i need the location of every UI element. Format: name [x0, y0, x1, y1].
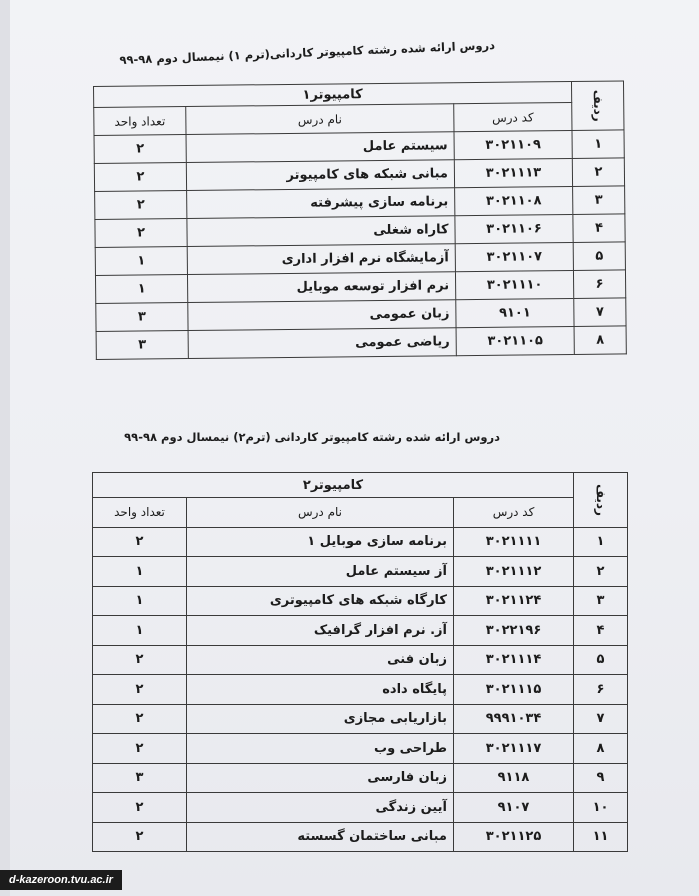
- course-name: آز. نرم افزار گرافیک: [187, 616, 454, 646]
- course-units: ۳: [93, 763, 187, 793]
- table-row: [93, 793, 628, 823]
- course-name: زبان فارسی: [187, 763, 454, 793]
- course-code: ۳۰۲۱۱۱۰: [455, 270, 573, 299]
- row-number: ۲: [572, 158, 624, 187]
- row-number: ۱۱: [574, 822, 628, 852]
- row-number: ۹: [574, 763, 628, 793]
- course-units: ۱: [93, 557, 187, 587]
- row-number: ۲: [574, 557, 628, 587]
- table-row: [93, 586, 628, 616]
- course-name: آیین زندگی: [187, 793, 454, 823]
- site-watermark: d-kazeroon.tvu.ac.ir: [0, 870, 122, 890]
- column-header-rownum-label: ردیف: [590, 89, 605, 122]
- course-code: ۳۰۲۱۱۱۱: [454, 527, 574, 557]
- column-header-name: نام درس: [187, 498, 454, 528]
- row-number: ۸: [574, 734, 628, 764]
- course-name: زبان عمومی: [188, 300, 456, 331]
- course-units: ۲: [93, 793, 187, 823]
- course-code: ۳۰۲۱۱۲۵: [454, 822, 574, 852]
- course-units: ۲: [95, 219, 187, 248]
- row-number: ۳: [574, 586, 628, 616]
- course-units: ۳: [96, 331, 188, 360]
- course-code: ۹۱۱۸: [454, 763, 574, 793]
- course-name: زبان فنی: [187, 645, 454, 675]
- table-row: [93, 822, 628, 852]
- course-code: ۹۱۰۱: [456, 298, 574, 327]
- course-code: ۳۰۲۱۱۰۶: [455, 214, 573, 243]
- course-code: ۳۰۲۱۱۱۳: [454, 158, 572, 187]
- course-name: ریاضی عمومی: [188, 328, 456, 359]
- table-1-title: دروس ارائه شده رشته کامپیوتر کاردانی(ترم ۱) نیمسال دوم ۹۸-۹۹: [119, 38, 496, 68]
- row-number: ۱: [574, 527, 628, 557]
- column-header-units: تعداد واحد: [94, 107, 186, 136]
- course-name: برنامه سازی پیشرفته: [187, 188, 455, 219]
- page-fold-shadow: [0, 0, 10, 896]
- column-header-units: تعداد واحد: [93, 498, 187, 528]
- course-code: ۳۰۲۱۱۲۴: [454, 586, 574, 616]
- group-header-row: [93, 473, 628, 498]
- course-code: ۳۰۲۱۱۰۵: [456, 326, 574, 355]
- course-name: پایگاه داده: [187, 675, 454, 705]
- course-units: ۲: [93, 734, 187, 764]
- row-number: ۷: [574, 704, 628, 734]
- course-units: ۱: [95, 247, 187, 276]
- table-2-title: دروس ارائه شده رشته کامپیوتر کاردانی (ترم۲) نیمسال دوم ۹۸-۹۹: [124, 430, 500, 444]
- course-units: ۲: [93, 645, 187, 675]
- row-number: ۱۰: [574, 793, 628, 823]
- course-code: ۹۹۹۱۰۳۴: [454, 704, 574, 734]
- course-name: آزمایشگاه نرم افزار اداری: [187, 244, 455, 275]
- course-units: ۲: [95, 191, 187, 220]
- course-code: ۳۰۲۲۱۹۶: [454, 616, 574, 646]
- row-number: ۶: [573, 270, 625, 299]
- course-units: ۱: [95, 275, 187, 304]
- course-units: ۲: [93, 675, 187, 705]
- table-row: [93, 763, 628, 793]
- course-name: طراحی وب: [187, 734, 454, 764]
- row-number: ۸: [574, 326, 626, 355]
- course-code: ۳۰۲۱۱۰۸: [455, 186, 573, 215]
- table-row: [93, 645, 628, 675]
- row-number: ۴: [574, 616, 628, 646]
- table-row: [93, 527, 628, 557]
- column-header-rownum: [571, 81, 624, 131]
- column-header-code: کد درس: [454, 498, 574, 528]
- course-name: کاراه شغلی: [187, 216, 455, 247]
- table-row: [93, 616, 628, 646]
- column-header-rownum-label: ردیف: [593, 483, 608, 516]
- row-number: ۶: [574, 675, 628, 705]
- course-units: ۳: [96, 303, 188, 332]
- course-units: ۲: [94, 163, 186, 192]
- table-row: [93, 704, 628, 734]
- course-name: بازاریابی مجازی: [187, 704, 454, 734]
- course-name: کارگاه شبکه های کامپیوتری: [187, 586, 454, 616]
- row-number: ۷: [574, 298, 626, 327]
- course-name: سیستم عامل: [186, 132, 454, 163]
- column-header-code: کد درس: [454, 102, 572, 131]
- column-header-name: نام درس: [186, 104, 454, 135]
- course-code: ۳۰۲۱۱۱۴: [454, 645, 574, 675]
- table-row: [96, 326, 626, 360]
- row-number: ۵: [573, 242, 625, 271]
- course-table-term-1: [93, 80, 627, 360]
- course-units: ۱: [93, 616, 187, 646]
- course-name: مبانی شبکه های کامپیوتر: [186, 160, 454, 191]
- course-group-label: کامپیوتر۱: [94, 81, 572, 107]
- course-code: ۳۰۲۱۱۱۷: [454, 734, 574, 764]
- row-number: ۱: [572, 130, 624, 159]
- table-row: [93, 675, 628, 705]
- course-units: ۲: [93, 704, 187, 734]
- table-row: [93, 734, 628, 764]
- row-number: ۳: [573, 186, 625, 215]
- course-units: ۲: [93, 822, 187, 852]
- course-table-term-2: [92, 472, 628, 852]
- column-header-row: [93, 498, 628, 528]
- course-code: ۹۱۰۷: [454, 793, 574, 823]
- column-header-rownum: [574, 473, 628, 528]
- course-name: نرم افزار توسعه موبایل: [187, 272, 455, 303]
- course-units: ۲: [94, 135, 186, 164]
- course-units: ۲: [93, 527, 187, 557]
- course-units: ۱: [93, 586, 187, 616]
- course-name: مبانی ساختمان گسسته: [187, 822, 454, 852]
- course-group-label: کامپیوتر۲: [93, 473, 574, 498]
- table-row: [93, 557, 628, 587]
- course-code: ۳۰۲۱۱۱۵: [454, 675, 574, 705]
- course-name: آز سیستم عامل: [187, 557, 454, 587]
- course-code: ۳۰۲۱۱۱۲: [454, 557, 574, 587]
- course-code: ۳۰۲۱۱۰۷: [455, 242, 573, 271]
- row-number: ۴: [573, 214, 625, 243]
- course-name: برنامه سازی موبایل ۱: [187, 527, 454, 557]
- course-code: ۳۰۲۱۱۰۹: [454, 130, 572, 159]
- row-number: ۵: [574, 645, 628, 675]
